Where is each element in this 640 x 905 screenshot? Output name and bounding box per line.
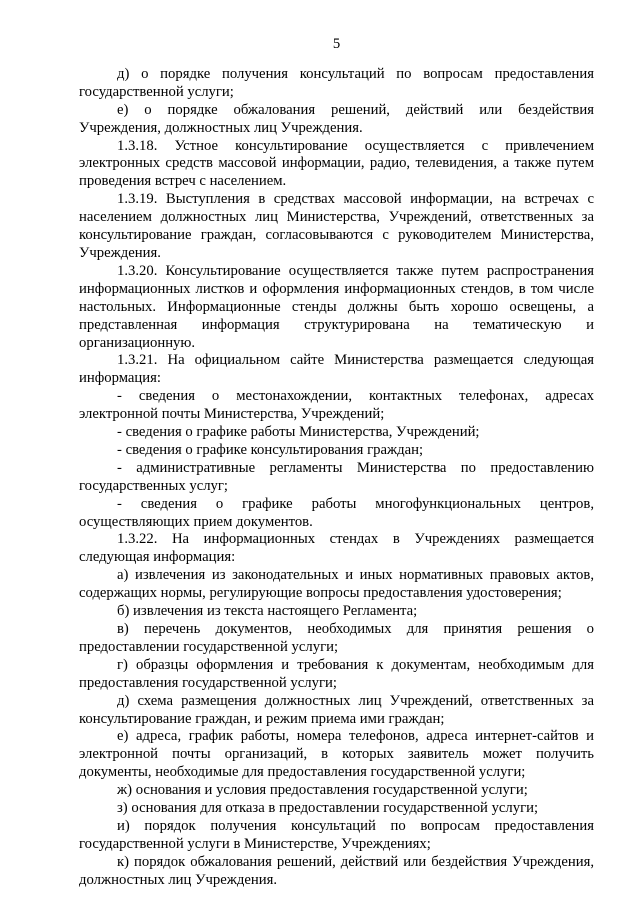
list-item-location-info: - сведения о местонахождении, контактных телефонах, адресах электронной почты Министерства, Учреждений; <box>79 388 594 423</box>
paragraph-1-3-18: 1.3.18. Устное консультирование осуществляется с привлечением электронных средств массовой информации, радио, телевидения, а также путем проведения встреч с населением. <box>79 137 594 190</box>
document-body <box>79 66 594 890</box>
document-page <box>79 36 594 890</box>
paragraph-1-3-19: 1.3.19. Выступления в средствах массовой информации, на встречах с населением должностных лиц Министерства, Учреждений, ответственных за консультирование граждан, согласовываются с руководителем Министерства, Учреждения. <box>79 191 594 261</box>
list-item-d: д) схема размещения должностных лиц Учреждений, ответственных за консультирование граждан, и режим приема ими граждан; <box>79 692 594 727</box>
list-item-mfc-schedule: - сведения о графике работы многофункциональных центров, осуществляющих прием документов. <box>79 495 594 530</box>
paragraph-d-consultations: д) о порядке получения консультаций по вопросам предоставления государственной услуги; <box>79 65 594 100</box>
list-item-v: в) перечень документов, необходимых для принятия решения о предоставлении государственной услуги; <box>79 621 594 655</box>
paragraph-1-3-20: 1.3.20. Консультирование осуществляется также путем распространения информационных листков и оформления информационных стендов, в том числе настольных. Информационные стенды должны быть хорошо освещены, а представленная информация структурирована на тематическую и организационную. <box>79 262 594 351</box>
paragraph-1-3-22: 1.3.22. На информационных стендах в Учреждениях размещается следующая информация: <box>79 531 594 566</box>
list-item-g: г) образцы оформления и требования к документам, необходимым для предоставления государственной услуги; <box>79 656 594 691</box>
page-number: 5 <box>332 36 341 52</box>
list-item-a: а) извлечения из законодательных и иных нормативных правовых актов, содержащих нормы, регулирующие вопросы предоставления удостоверения; <box>79 567 594 602</box>
paragraph-e-appeal: е) о порядке обжалования решений, действий или бездействия Учреждения, должностных лиц Учреждения. <box>79 101 594 136</box>
list-item-consult-schedule: - сведения о графике консультирования граждан; <box>117 441 424 458</box>
list-item-zh: ж) основания и условия предоставления государственной услуги; <box>117 782 528 799</box>
list-item-i: и) порядок получения консультаций по вопросам предоставления государственной услуги в Министерстве, Учреждениях; <box>79 817 594 852</box>
list-item-e: е) адреса, график работы, номера телефонов, адреса интернет-сайтов и электронной почты организаций, в которых заявитель может получить документы, необходимые для предоставления государственной услуги; <box>79 728 594 781</box>
list-item-b: б) извлечения из текста настоящего Регламента; <box>117 603 418 620</box>
paragraph-1-3-21: 1.3.21. На официальном сайте Министерства размещается следующая информация: <box>79 352 594 387</box>
list-item-z: з) основания для отказа в предоставлении государственной услуги; <box>117 800 539 817</box>
list-item-work-schedule: - сведения о графике работы Министерства, Учреждений; <box>117 424 480 441</box>
list-item-k: к) порядок обжалования решений, действий или бездействия Учреждения, должностных лиц Учреждения. <box>79 853 594 888</box>
list-item-regulations: - административные регламенты Министерства по предоставлению государственных услуг; <box>79 459 594 494</box>
